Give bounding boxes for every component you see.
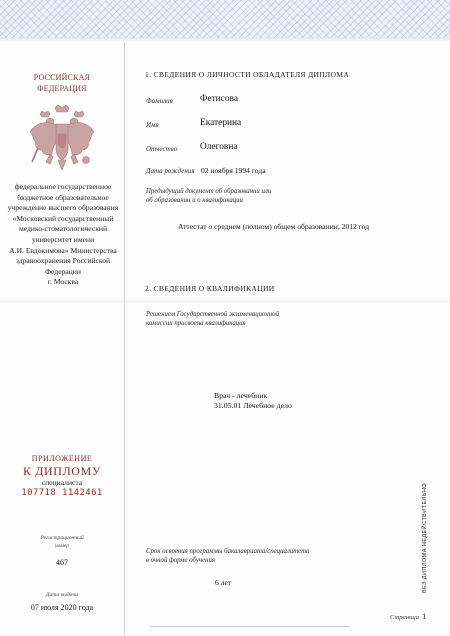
commission-line-1: Решением Государственной экзаменационной [146,311,279,318]
qualification [214,391,292,411]
issue-date: 07 июля 2020 года [30,603,94,612]
commission-text [146,310,346,328]
birth-date-label: Дата рождения [146,167,195,175]
term-line-2: в очной форме обучения [146,557,216,564]
institution-line: бюджетное образовательное [17,192,109,202]
country-name [20,72,104,94]
institution-name [2,182,124,288]
country-line-1: РОССИЙСКАЯ [33,73,91,82]
surname-value: Фетисова [200,94,238,104]
term-line-1: Срок освоения программы бакалавриата/специалитета [146,548,310,555]
appendix-heading [14,454,110,488]
reg-label-line-2: номер [54,543,70,549]
security-pattern-band [0,0,450,40]
patronymic-value: Олеговна [200,142,238,152]
appendix-line-3: специалиста [41,478,83,487]
institution-line: «Московский государственный [12,213,114,223]
study-term-value: 6 лет [215,578,232,587]
section-2-title: 2. СВЕДЕНИЯ О КВАЛИФИКАЦИИ [145,284,275,293]
qualification-title: Врач - лечебник [214,391,268,400]
page-number: 1 [422,612,427,621]
bottom-rule [150,626,350,627]
prev-doc-line-2: об образовании и о квалификации [146,197,243,204]
appendix-line-1: ПРИЛОЖЕНИЕ [31,454,93,463]
country-line-2: ФЕДЕРАЦИЯ [37,84,87,93]
issue-date-label: Дата выдачи [46,592,78,598]
registration-number-label [24,534,100,550]
qualification-specialty: 31.05.01 Лечебное дело [214,401,292,410]
institution-line: учреждение высшего образования [7,203,119,213]
institution-line: г. Москва [47,277,79,287]
birth-date-value: 02 ноября 1994 года [201,166,266,175]
page-label: Страница [390,614,420,621]
column-divider [124,42,125,636]
institution-line: здравоохранения Российской [15,256,111,266]
serial-number: 107718 1142461 [21,488,103,498]
previous-document-label [146,187,346,205]
name-label: Имя [146,121,159,129]
study-term-label [146,547,386,565]
commission-line-2: комиссии присвоена квалификация [146,320,246,327]
coat-of-arms-icon [28,104,96,176]
registration-number: 467 [56,558,68,567]
institution-line: университет имени [31,234,95,244]
institution-line: Федерации [45,266,81,276]
validity-note: БЕЗ ДИПЛОМА НЕДЕЙСТВИТЕЛЬНО [422,482,428,594]
surname-label: Фамилия [146,97,173,105]
section-1-title: 1. СВЕДЕНИЯ О ЛИЧНОСТИ ОБЛАДАТЕЛЯ ДИПЛОМА [145,70,350,79]
reg-label-line-1: Регистрационный [40,535,84,541]
name-value: Екатерина [200,118,242,128]
institution-line: федеральное государственное [14,182,112,191]
page-indicator [390,612,426,621]
institution-line: медико-стоматологический [18,224,108,234]
left-column [0,42,124,636]
appendix-line-2: К ДИПЛОМУ [23,464,101,478]
previous-document-value: Аттестат о среднем (полном) общем образовании, 2012 год [178,222,370,231]
institution-line: А.И. Евдокимова» Министерства [9,245,117,255]
prev-doc-line-1: Предыдущий документ об образовании или [146,188,272,195]
patronymic-label: Отчество [146,145,178,153]
